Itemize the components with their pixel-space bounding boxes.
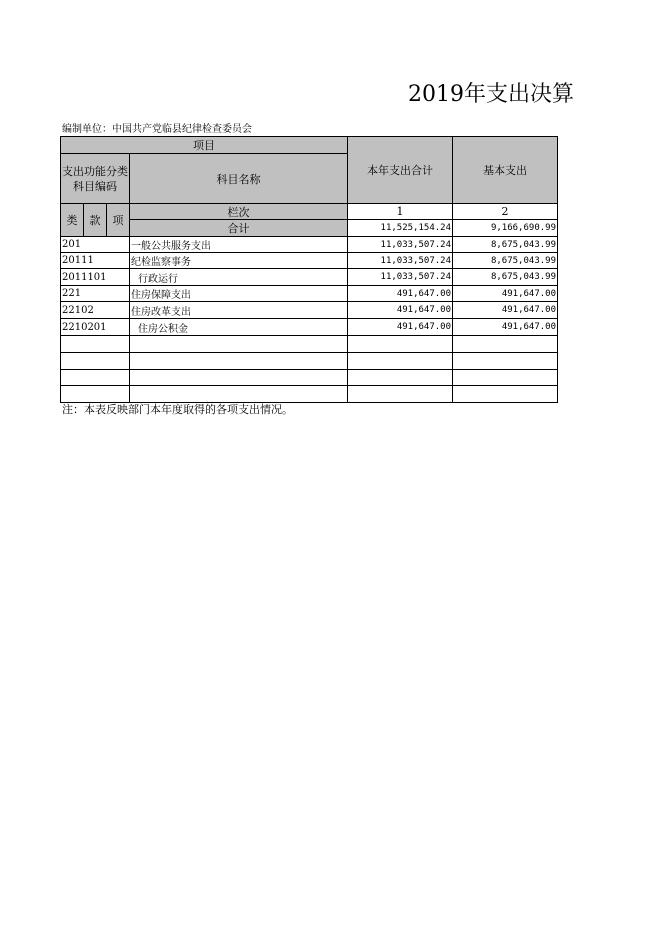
row-code: 2210201 xyxy=(60,318,130,336)
row-name: 住房公积金 xyxy=(129,318,348,336)
empty-cell xyxy=(129,335,348,353)
row-code: 201 xyxy=(60,236,130,253)
empty-cell xyxy=(129,352,348,370)
row-name: 住房保障支出 xyxy=(129,285,348,302)
header-xiang: 项 xyxy=(106,203,130,237)
header-kuan: 款 xyxy=(83,203,107,237)
empty-cell xyxy=(452,335,558,353)
row-basic: 491,647.00 xyxy=(452,285,558,302)
header-col2: 2 xyxy=(452,203,558,220)
row-total: 491,647.00 xyxy=(347,285,453,302)
row-code: 20111 xyxy=(60,252,130,269)
empty-cell xyxy=(129,385,348,403)
row-name: 一般公共服务支出 xyxy=(129,236,348,253)
header-code-group: 支出功能分类科目编码 xyxy=(60,153,130,204)
empty-cell xyxy=(347,335,453,353)
table-note: 注：本表反映部门本年度取得的各项支出情况。 xyxy=(62,403,293,416)
row-basic: 8,675,043.99 xyxy=(452,268,558,286)
row-basic: 491,647.00 xyxy=(452,318,558,336)
empty-cell xyxy=(347,369,453,386)
row-basic: 491,647.00 xyxy=(452,301,558,319)
sum-basic: 9,166,690.99 xyxy=(452,219,558,237)
empty-cell xyxy=(452,352,558,370)
header-column-index: 栏次 xyxy=(129,203,348,220)
row-total: 11,033,507.24 xyxy=(347,236,453,253)
empty-cell xyxy=(60,352,130,370)
empty-cell xyxy=(60,369,130,386)
row-total: 491,647.00 xyxy=(347,301,453,319)
header-col1: 1 xyxy=(347,203,453,220)
sum-label: 合计 xyxy=(129,219,348,237)
empty-cell xyxy=(347,352,453,370)
empty-cell xyxy=(129,369,348,386)
row-code: 22102 xyxy=(60,301,130,319)
row-total: 11,033,507.24 xyxy=(347,268,453,286)
row-name: 行政运行 xyxy=(129,268,348,286)
row-total: 491,647.00 xyxy=(347,318,453,336)
row-total: 11,033,507.24 xyxy=(347,252,453,269)
empty-cell xyxy=(347,385,453,403)
header-subject-name: 科目名称 xyxy=(129,153,348,204)
sum-total: 11,525,154.24 xyxy=(347,219,453,237)
row-basic: 8,675,043.99 xyxy=(452,252,558,269)
empty-cell xyxy=(452,369,558,386)
row-name: 住房改革支出 xyxy=(129,301,348,319)
row-code: 221 xyxy=(60,285,130,302)
row-code: 2011101 xyxy=(60,268,130,286)
header-lei: 类 xyxy=(60,203,84,237)
header-project: 项目 xyxy=(60,136,348,154)
report-title: 2019年支出决算 xyxy=(408,82,574,107)
empty-cell xyxy=(452,385,558,403)
header-basic: 基本支出 xyxy=(452,136,558,204)
empty-cell xyxy=(60,385,130,403)
row-basic: 8,675,043.99 xyxy=(452,236,558,253)
empty-cell xyxy=(60,335,130,353)
row-name: 纪检监察事务 xyxy=(129,252,348,269)
header-total: 本年支出合计 xyxy=(347,136,453,204)
compiling-unit: 编制单位：中国共产党临县纪律检查委员会 xyxy=(62,124,252,135)
